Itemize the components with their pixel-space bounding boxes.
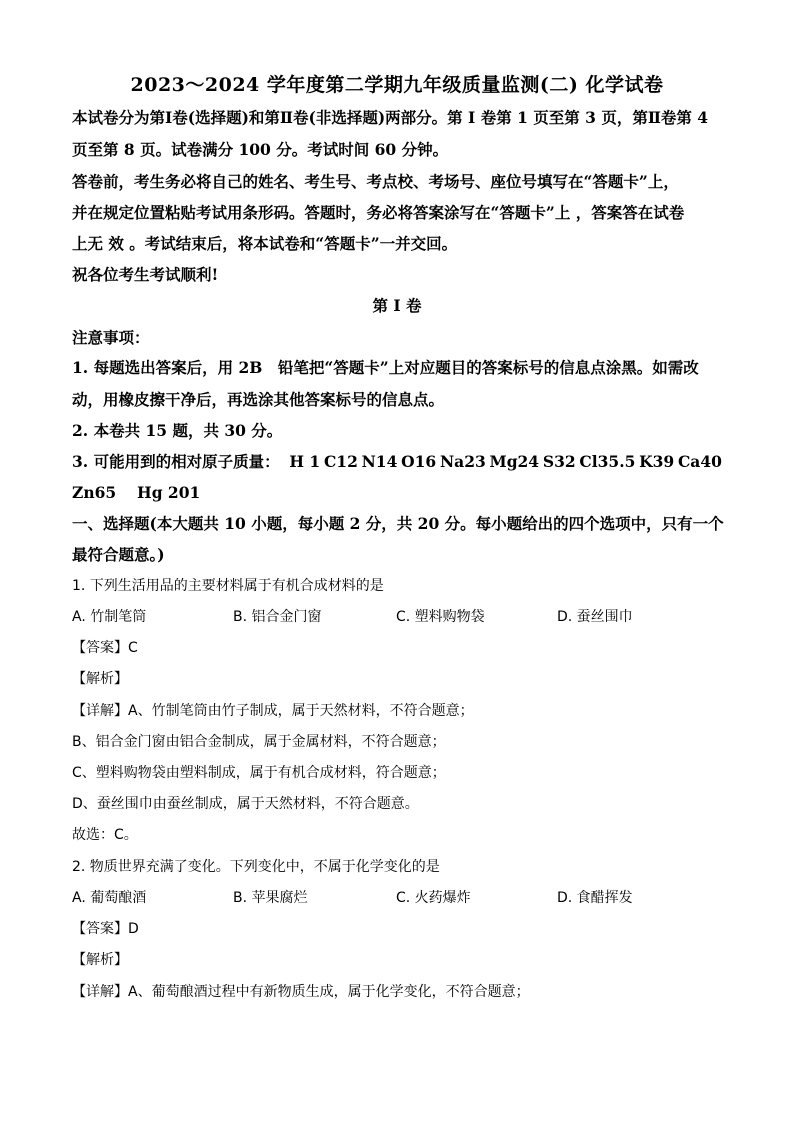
q1-option-d: D. 蚕丝围巾 [557,609,633,625]
atomic-mass-h: H 1 [289,452,321,471]
q1-detail-line-5: 故选：C。 [72,827,138,843]
q2-option-d: D. 食醋挥发 [557,890,633,906]
atomic-mass-k: K39 [639,452,675,471]
atomic-mass-cl: Cl35.5 [579,452,636,471]
intro-line-4: 并在规定位置粘贴考试用条形码。答题时，务必将答案涂写在“答题卡”上 ，答案答在试卷 [72,203,685,222]
intro-line-5: 上无 效 。考试结束后，将本试卷和“答题卡”一并交回。 [72,234,458,253]
q1-detail-line-1: 【详解】A、竹制笔筒由竹子制成，属于天然材料，不符合题意； [72,703,474,719]
q1-detail-line-2: B、铝合金门窗由铝合金制成，属于金属材料，不符合题意； [72,734,446,750]
q2-detail-line-1: 【详解】A、葡萄酿酒过程中有新物质生成，属于化学变化，不符合题意； [72,984,530,1000]
q2-answer: 【答案】D [72,921,139,937]
atomic-mass-mg: Mg24 [489,452,540,471]
section-heading: 第 Ⅰ 卷 [372,296,422,315]
exam-title: 2023～2024 学年度第二学期九年级质量监测(二) 化学试卷 [130,74,664,96]
q1-stem: 1. 下列生活用品的主要材料属于有机合成材料的是 [72,578,384,594]
atomic-mass-s: S32 [542,452,576,471]
intro-line-2: 页至第 8 页。试卷满分 100 分。考试时间 60 分钟。 [72,140,449,159]
q2-option-c: C. 火药爆炸 [396,890,471,906]
atomic-mass-ca: Ca40 [677,452,722,471]
q1-detail-line-4: D、蚕丝围巾由蚕丝制成，属于天然材料，不符合题意。 [72,796,419,812]
q1-detail-line-3: C、塑料购物袋由塑料制成，属于有机合成材料，符合题意； [72,765,446,781]
notice-item-1-line-2: 动，用橡皮擦干净后，再选涂其他答案标号的信息点。 [72,390,445,409]
q1-option-a: A. 竹制笔筒 [72,609,147,625]
notice-heading: 注意事项： [72,328,150,347]
q2-option-a: A. 葡萄酿酒 [72,890,147,906]
q1-option-c: C. 塑料购物袋 [396,609,485,625]
q2-option-b: B. 苹果腐烂 [233,890,308,906]
notice-item-3 [72,452,722,472]
atomic-mass-o: O16 [401,452,437,471]
part-1-line-2: 最符合题意。) [72,545,165,564]
part-1-line-1: 一、选择题(本大题共 10 小题，每小题 2 分，共 20 分。每小题给出的四个选项中，只有一个 [72,514,724,533]
q1-option-b: B. 铝合金门窗 [233,609,322,625]
intro-line-3: 答卷前，考生务必将自己的姓名、考生号、考点校、考场号、座位号填写在“答题卡”上， [72,172,679,191]
intro-line-1: 本试卷分为第Ⅰ卷(选择题)和第Ⅱ卷(非选择题)两部分。第 Ⅰ 卷第 1 页至第 3 页，第Ⅱ卷第 4 [72,108,709,127]
atomic-mass-label: 3. 可能用到的相对原子质量： [72,452,280,471]
atomic-mass-c: C12 [323,452,358,471]
notice-item-2: 2. 本卷共 15 题，共 30 分。 [72,421,283,440]
q2-stem: 2. 物质世界充满了变化。下列变化中，不属于化学变化的是 [72,859,440,875]
q1-analysis-label: 【解析】 [72,671,128,687]
q2-analysis-label: 【解析】 [72,952,128,968]
atomic-mass-na: Na23 [439,452,486,471]
atomic-mass-line-2: Zn65 Hg 201 [72,483,201,502]
atomic-mass-n: N14 [361,452,398,471]
intro-line-6: 祝各位考生考试顺利! [72,265,219,284]
notice-item-1-line-1: 1. 每题选出答案后，用 2B 铅笔把“答题卡”上对应题目的答案标号的信息点涂黑。如需改 [72,358,699,377]
q1-answer: 【答案】C [72,640,138,656]
